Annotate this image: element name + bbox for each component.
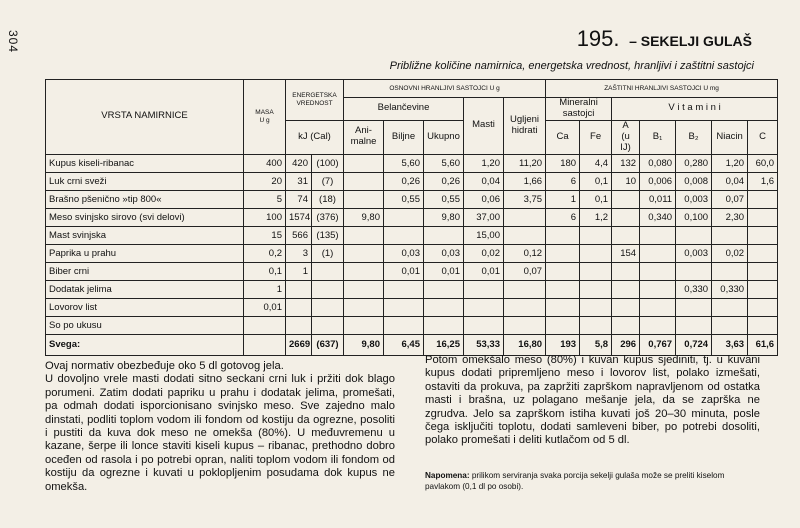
total-cell: 5,8 (580, 334, 612, 355)
total-cell (244, 334, 286, 355)
table-cell (546, 298, 580, 316)
portion-note: Ovaj normativ obezbeđuje oko 5 dl gotovog jela. (45, 360, 284, 372)
table-row (46, 190, 778, 208)
total-cell: 53,33 (464, 334, 504, 355)
table-cell (676, 316, 712, 334)
table-cell: 0,12 (504, 244, 546, 262)
total-label: Svega: (46, 334, 244, 355)
table-cell (424, 316, 464, 334)
header-vitamin-c: C (748, 120, 778, 154)
table-cell (748, 280, 778, 298)
table-cell: 0,1 (580, 190, 612, 208)
table-cell: 0,26 (424, 172, 464, 190)
header-basic-nutrients: OSNOVNI HRANLJIVI SASTOJCI U g (344, 80, 546, 98)
note-text: prilikom serviranja svaka porcija sekelji gulaša može se preliti kiselom pavlakom (0,1 dl po osobi). (425, 471, 725, 491)
total-cell: 2669 (286, 334, 312, 355)
total-cell: 6,45 (384, 334, 424, 355)
table-cell (286, 316, 312, 334)
table-cell (580, 262, 612, 280)
table-cell (748, 208, 778, 226)
table-cell: 5 (244, 190, 286, 208)
table-row (46, 280, 778, 298)
table-cell (580, 316, 612, 334)
table-cell: 132 (612, 154, 640, 172)
table-cell (286, 298, 312, 316)
table-cell (612, 208, 640, 226)
table-cell (748, 226, 778, 244)
total-cell: 296 (612, 334, 640, 355)
table-cell: 1 (546, 190, 580, 208)
table-cell (612, 280, 640, 298)
total-cell: (637) (312, 334, 344, 355)
header-item: VRSTA NAMIRNICE (46, 80, 244, 155)
recipe-number: 195. (576, 26, 620, 51)
table-cell: 1,2 (580, 208, 612, 226)
header-vitamin-b2: B₂ (676, 120, 712, 154)
page-number: 304 (6, 30, 20, 54)
table-cell (546, 226, 580, 244)
ingredient-name: Lovorov list (46, 298, 244, 316)
table-cell (748, 316, 778, 334)
table-cell: (7) (312, 172, 344, 190)
total-cell: 16,80 (504, 334, 546, 355)
table-row (46, 244, 778, 262)
header-energy-unit: kJ (Cal) (286, 120, 344, 154)
ingredient-name: Paprika u prahu (46, 244, 244, 262)
table-cell: 3,75 (504, 190, 546, 208)
table-cell: 6 (546, 172, 580, 190)
table-cell (504, 280, 546, 298)
table-row (46, 298, 778, 316)
table-cell: 154 (612, 244, 640, 262)
header-energy: ENERGETSKA VREDNOST (286, 80, 344, 121)
note-label: Napomena: (425, 471, 470, 480)
table-cell: 11,20 (504, 154, 546, 172)
table-cell: 1,6 (748, 172, 778, 190)
table-cell: 0,2 (244, 244, 286, 262)
ingredient-name: Luk crni sveži (46, 172, 244, 190)
table-cell: 0,04 (712, 172, 748, 190)
table-cell (712, 298, 748, 316)
table-cell (424, 280, 464, 298)
table-cell (748, 298, 778, 316)
ingredient-name: Mast svinjska (46, 226, 244, 244)
table-cell: 1,66 (504, 172, 546, 190)
table-cell: 0,330 (676, 280, 712, 298)
table-cell (504, 226, 546, 244)
table-cell (244, 316, 286, 334)
ingredient-name: So po ukusu (46, 316, 244, 334)
total-cell: 3,63 (712, 334, 748, 355)
total-cell: 0,767 (640, 334, 676, 355)
table-cell (504, 208, 546, 226)
table-cell: 180 (546, 154, 580, 172)
table-cell: 0,02 (712, 244, 748, 262)
table-cell (384, 298, 424, 316)
table-subtitle: Približne količine namirnica, energetska vrednost, hranljivi i zaštitni sastojci (389, 60, 754, 72)
table-cell: 15,00 (464, 226, 504, 244)
table-cell (580, 298, 612, 316)
table-total-row (46, 334, 778, 355)
table-cell (344, 280, 384, 298)
instructions-left (45, 360, 395, 494)
table-cell (384, 316, 424, 334)
table-cell: 31 (286, 172, 312, 190)
table-cell: 0,280 (676, 154, 712, 172)
table-cell (344, 226, 384, 244)
ingredient-name: Kupus kiseli-ribanac (46, 154, 244, 172)
table-cell: 1,20 (464, 154, 504, 172)
table-cell: 0,04 (464, 172, 504, 190)
table-cell: (18) (312, 190, 344, 208)
table-cell (640, 244, 676, 262)
table-cell (612, 226, 640, 244)
table-cell: 0,006 (640, 172, 676, 190)
table-cell: 0,26 (384, 172, 424, 190)
table-cell (612, 316, 640, 334)
table-cell (640, 316, 676, 334)
table-row (46, 262, 778, 280)
table-cell: 0,1 (580, 172, 612, 190)
table-cell: 2,30 (712, 208, 748, 226)
instructions-paragraph-1: U dovoljno vrele masti dodati sitno seckani crni luk i pržiti dok blago porumeni. Zatim dodati papriku u prahu i dodatak jelima, promešati, pa odmah dodati isporcionisano svinjsko meso. Sve zajedno malo dinstati, podliti toplom vodom ili fondom od kostiju da ogrezne, posoliti i pustiti da kuva dok meso ne omekša (80%). U međuvremenu u kazane, šerpe ili lonce staviti kiseli kupus – ribanac, prethodno dobro oceđen od rasola i po potrebi opran, naliti toplom vodom ili fondom od kostiju da ogrezne i kuvati u poklopljenim posudama dok kupus ne omekša. (45, 373, 395, 493)
recipe-name: – SEKELJI GULAŠ (629, 33, 752, 49)
header-vitamin-a: A (u IJ) (612, 120, 640, 154)
header-protective-nutrients: ZAŠTITNI HRANLJIVI SASTOJCI U mg (546, 80, 778, 98)
table-cell (712, 226, 748, 244)
table-cell (464, 298, 504, 316)
table-cell: 0,03 (424, 244, 464, 262)
table-cell: 0,011 (640, 190, 676, 208)
table-cell (344, 262, 384, 280)
table-cell (504, 316, 546, 334)
table-cell: 1 (244, 280, 286, 298)
table-cell: 0,003 (676, 190, 712, 208)
header-total: Ukupno (424, 120, 464, 154)
table-cell: 9,80 (344, 208, 384, 226)
table-cell: 0,55 (384, 190, 424, 208)
table-cell: 0,340 (640, 208, 676, 226)
table-row (46, 154, 778, 172)
recipe-title (577, 26, 752, 52)
table-cell (464, 280, 504, 298)
table-cell (344, 154, 384, 172)
table-cell (312, 280, 344, 298)
table-cell (712, 316, 748, 334)
table-cell: 0,330 (712, 280, 748, 298)
table-cell (580, 226, 612, 244)
header-niacin: Niacin (712, 120, 748, 154)
table-cell: 15 (244, 226, 286, 244)
table-cell: 0,03 (384, 244, 424, 262)
table-row (46, 208, 778, 226)
table-cell: 100 (244, 208, 286, 226)
table-cell: 37,00 (464, 208, 504, 226)
serving-note (425, 470, 760, 492)
table-cell: 1574 (286, 208, 312, 226)
table-cell: 400 (244, 154, 286, 172)
header-animal: Ani- malne (344, 120, 384, 154)
table-row (46, 226, 778, 244)
header-ca: Ca (546, 120, 580, 154)
header-plant: Biljne (384, 120, 424, 154)
table-cell: 5,60 (424, 154, 464, 172)
header-fe: Fe (580, 120, 612, 154)
table-cell (286, 280, 312, 298)
table-cell (612, 298, 640, 316)
table-cell: 0,01 (424, 262, 464, 280)
table-cell (546, 316, 580, 334)
table-cell (384, 280, 424, 298)
table-cell: (1) (312, 244, 344, 262)
table-cell: 0,07 (712, 190, 748, 208)
table-cell: (135) (312, 226, 344, 244)
table-cell (344, 172, 384, 190)
table-cell (546, 262, 580, 280)
table-cell (676, 262, 712, 280)
table-cell: 0,01 (244, 298, 286, 316)
table-cell (424, 226, 464, 244)
table-cell (748, 244, 778, 262)
nutrition-table (45, 79, 778, 356)
header-minerals: Mineralni sastojci (546, 98, 612, 121)
header-fat: Masti (464, 98, 504, 155)
instructions-right (425, 354, 760, 448)
total-cell: 0,724 (676, 334, 712, 355)
header-mass: MASA U g (244, 80, 286, 155)
table-cell: 3 (286, 244, 312, 262)
table-cell (676, 298, 712, 316)
table-cell (612, 262, 640, 280)
total-cell: 193 (546, 334, 580, 355)
table-cell: 0,07 (504, 262, 546, 280)
table-cell (580, 244, 612, 262)
table-cell (384, 226, 424, 244)
table-cell (676, 226, 712, 244)
table-cell: 0,080 (640, 154, 676, 172)
table-cell (640, 262, 676, 280)
table-cell (748, 190, 778, 208)
table-cell: 0,003 (676, 244, 712, 262)
table-cell (312, 316, 344, 334)
table-cell (344, 244, 384, 262)
table-cell (344, 316, 384, 334)
table-cell (424, 298, 464, 316)
table-cell (312, 298, 344, 316)
table-row (46, 316, 778, 334)
table-cell: 566 (286, 226, 312, 244)
ingredient-name: Meso svinjsko sirovo (svi delovi) (46, 208, 244, 226)
table-cell (464, 316, 504, 334)
total-cell: 61,6 (748, 334, 778, 355)
table-cell: 60,0 (748, 154, 778, 172)
table-cell: (376) (312, 208, 344, 226)
table-cell (546, 280, 580, 298)
table-cell: 0,100 (676, 208, 712, 226)
table-cell (312, 262, 344, 280)
table-cell (384, 208, 424, 226)
header-carbohydrates: Ugljeni hidrati (504, 98, 546, 155)
instructions-paragraph-2: Potom omekšalo meso (80%) i kuvan kupus sjediniti, tj. u kuvani kupus dodati pripremljeno meso i lovorov list, polako izmešati, ostaviti da prokuva, pa zapržiti zaprškom napravljenom od ostatka masti i brašna, uz polagano mešanje jela, da se zaprška ne zgrudva. Jelo sa zaprškom istiha kuvati još 20–30 minuta, posle čega isključiti toplotu, dodati samleveni biber, po potrebi dosoliti, polako promešati i deliti kutlačom od 5 dl. (425, 354, 760, 447)
table-cell (640, 298, 676, 316)
table-cell: 0,55 (424, 190, 464, 208)
table-cell (344, 190, 384, 208)
table-cell: 74 (286, 190, 312, 208)
ingredient-name: Dodatak jelima (46, 280, 244, 298)
table-cell (546, 244, 580, 262)
table-cell: 20 (244, 172, 286, 190)
table-cell (504, 298, 546, 316)
table-cell: 4,4 (580, 154, 612, 172)
header-vitamins: V i t a m i n i (612, 98, 778, 121)
table-cell (344, 298, 384, 316)
table-cell: 0,06 (464, 190, 504, 208)
table-cell: 0,01 (384, 262, 424, 280)
total-cell: 16,25 (424, 334, 464, 355)
header-protein: Belančevine (344, 98, 464, 121)
table-cell: 1 (286, 262, 312, 280)
table-cell (580, 280, 612, 298)
table-cell (640, 280, 676, 298)
table-cell: 420 (286, 154, 312, 172)
table-cell (640, 226, 676, 244)
table-cell: 0,01 (464, 262, 504, 280)
table-cell (612, 190, 640, 208)
table-cell: 0,02 (464, 244, 504, 262)
table-cell: 0,008 (676, 172, 712, 190)
table-cell: (100) (312, 154, 344, 172)
table-cell (748, 262, 778, 280)
table-row (46, 172, 778, 190)
total-cell: 9,80 (344, 334, 384, 355)
ingredient-name: Biber crni (46, 262, 244, 280)
table-cell: 5,60 (384, 154, 424, 172)
table-cell (712, 262, 748, 280)
table-cell: 6 (546, 208, 580, 226)
table-cell: 10 (612, 172, 640, 190)
table-cell: 0,1 (244, 262, 286, 280)
table-cell: 1,20 (712, 154, 748, 172)
header-vitamin-b1: B₁ (640, 120, 676, 154)
ingredient-name: Brašno pšenično »tip 800« (46, 190, 244, 208)
table-cell: 9,80 (424, 208, 464, 226)
